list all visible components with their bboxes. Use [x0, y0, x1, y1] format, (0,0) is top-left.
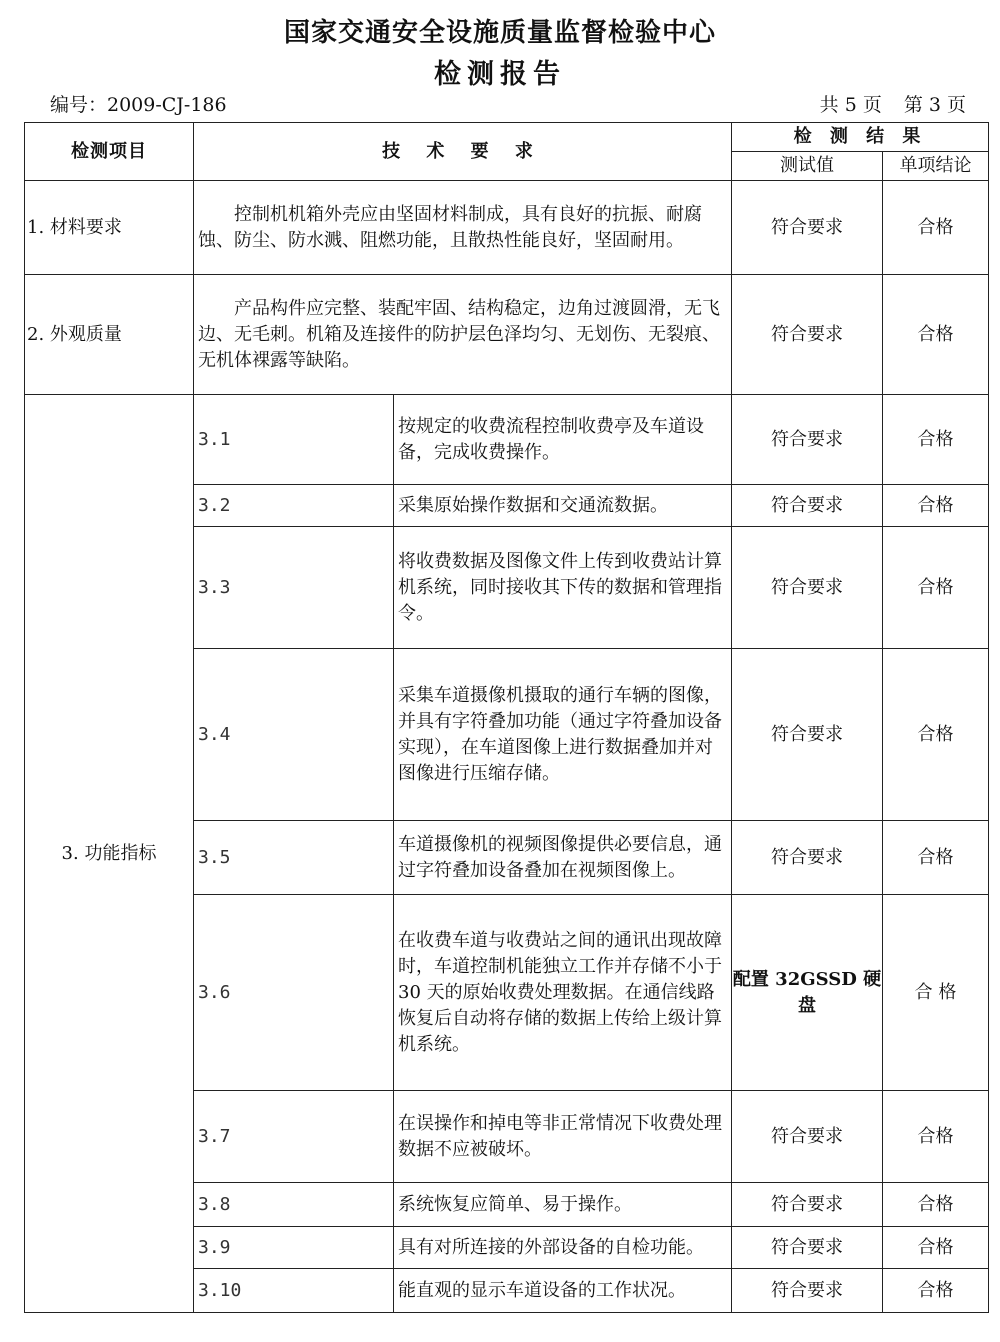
- test-value: 符合要求: [732, 275, 883, 395]
- requirement-text: 将收费数据及图像文件上传到收费站计算机系统，同时接收其下传的数据和管理指令。: [394, 527, 732, 649]
- test-value: 符合要求: [732, 1269, 883, 1313]
- page-number: 第 3 页: [903, 94, 966, 116]
- org-title: 国家交通安全设施质量监督检验中心: [283, 18, 716, 48]
- report-title: 检测报告: [434, 59, 566, 90]
- inspection-table: [24, 122, 989, 1313]
- table-row: [25, 395, 989, 485]
- conclusion: 合 格: [883, 895, 989, 1091]
- sub-item-number: 3.4: [194, 649, 394, 821]
- sub-item-number: 3.8: [194, 1183, 394, 1227]
- test-value: 符合要求: [732, 527, 883, 649]
- conclusion: 合格: [883, 1269, 989, 1313]
- sub-item-number: 3.2: [194, 485, 394, 527]
- test-value: 符合要求: [732, 181, 883, 275]
- requirement-text: 在收费车道与收费站之间的通讯出现故障时，车道控制机能独立工作并存储不小于 30 天的原始收费处理数据。在通信线路恢复后自动将存储的数据上传给上级计算机系统。: [394, 895, 732, 1091]
- item-name: 3. 功能指标: [25, 395, 194, 1313]
- conclusion: 合格: [883, 1183, 989, 1227]
- test-value: 符合要求: [732, 649, 883, 821]
- requirement-text: 车道摄像机的视频图像提供必要信息，通过字符叠加设备叠加在视频图像上。: [394, 821, 732, 895]
- sub-item-number: 3.5: [194, 821, 394, 895]
- requirement-text: 采集原始操作数据和交通流数据。: [394, 485, 732, 527]
- conclusion: 合格: [883, 275, 989, 395]
- header-item: 检测项目: [25, 123, 194, 181]
- conclusion: 合格: [883, 181, 989, 275]
- conclusion: 合格: [883, 1091, 989, 1183]
- conclusion: 合格: [883, 649, 989, 821]
- conclusion: 合格: [883, 1227, 989, 1269]
- test-value: 符合要求: [732, 485, 883, 527]
- test-value: 配置 32GSSD 硬盘: [732, 895, 883, 1091]
- header-tech-requirement: 技 术 要 求: [194, 123, 732, 181]
- sub-item-number: 3.3: [194, 527, 394, 649]
- sub-item-number: 3.7: [194, 1091, 394, 1183]
- table-row: [25, 181, 989, 275]
- total-pages: 共 5 页: [819, 94, 882, 116]
- conclusion: 合格: [883, 485, 989, 527]
- conclusion: 合格: [883, 395, 989, 485]
- sub-item-number: 3.9: [194, 1227, 394, 1269]
- conclusion: 合格: [883, 821, 989, 895]
- requirement-text: 具有对所连接的外部设备的自检功能。: [394, 1227, 732, 1269]
- requirement-text: 在误操作和掉电等非正常情况下收费处理数据不应被破坏。: [394, 1091, 732, 1183]
- test-value: 符合要求: [732, 1227, 883, 1269]
- test-value: 符合要求: [732, 1183, 883, 1227]
- sub-item-number: 3.1: [194, 395, 394, 485]
- test-value: 符合要求: [732, 1091, 883, 1183]
- header-test-value: 测试值: [732, 152, 883, 181]
- sub-item-number: 3.6: [194, 895, 394, 1091]
- requirement-text: 控制机机箱外壳应由坚固材料制成，具有良好的抗振、耐腐蚀、防尘、防水溅、阻燃功能，且散热性能良好，坚固耐用。: [194, 181, 732, 275]
- requirement-text: 系统恢复应简单、易于操作。: [394, 1183, 732, 1227]
- requirement-text: 能直观的显示车道设备的工作状况。: [394, 1269, 732, 1313]
- header-result: 检 测 结 果: [732, 123, 989, 152]
- item-name: 1. 材料要求: [25, 181, 194, 275]
- requirement-text: 按规定的收费流程控制收费亭及车道设备，完成收费操作。: [394, 395, 732, 485]
- item-name: 2. 外观质量: [25, 275, 194, 395]
- header-conclusion: 单项结论: [883, 152, 989, 181]
- doc-number: 编号：2009-CJ-186: [50, 94, 227, 116]
- requirement-text: 采集车道摄像机摄取的通行车辆的图像，并具有字符叠加功能（通过字符叠加设备实现），在车道图像上进行数据叠加并对图像进行压缩存储。: [394, 649, 732, 821]
- test-value: 符合要求: [732, 395, 883, 485]
- requirement-text: 产品构件应完整、装配牢固、结构稳定，边角过渡圆滑，无飞边、无毛刺。机箱及连接件的防护层色泽均匀、无划伤、无裂痕、无机体裸露等缺陷。: [194, 275, 732, 395]
- sub-item-number: 3.10: [194, 1269, 394, 1313]
- page-info: [798, 90, 966, 117]
- conclusion: 合格: [883, 527, 989, 649]
- test-value: 符合要求: [732, 821, 883, 895]
- table-row: [25, 275, 989, 395]
